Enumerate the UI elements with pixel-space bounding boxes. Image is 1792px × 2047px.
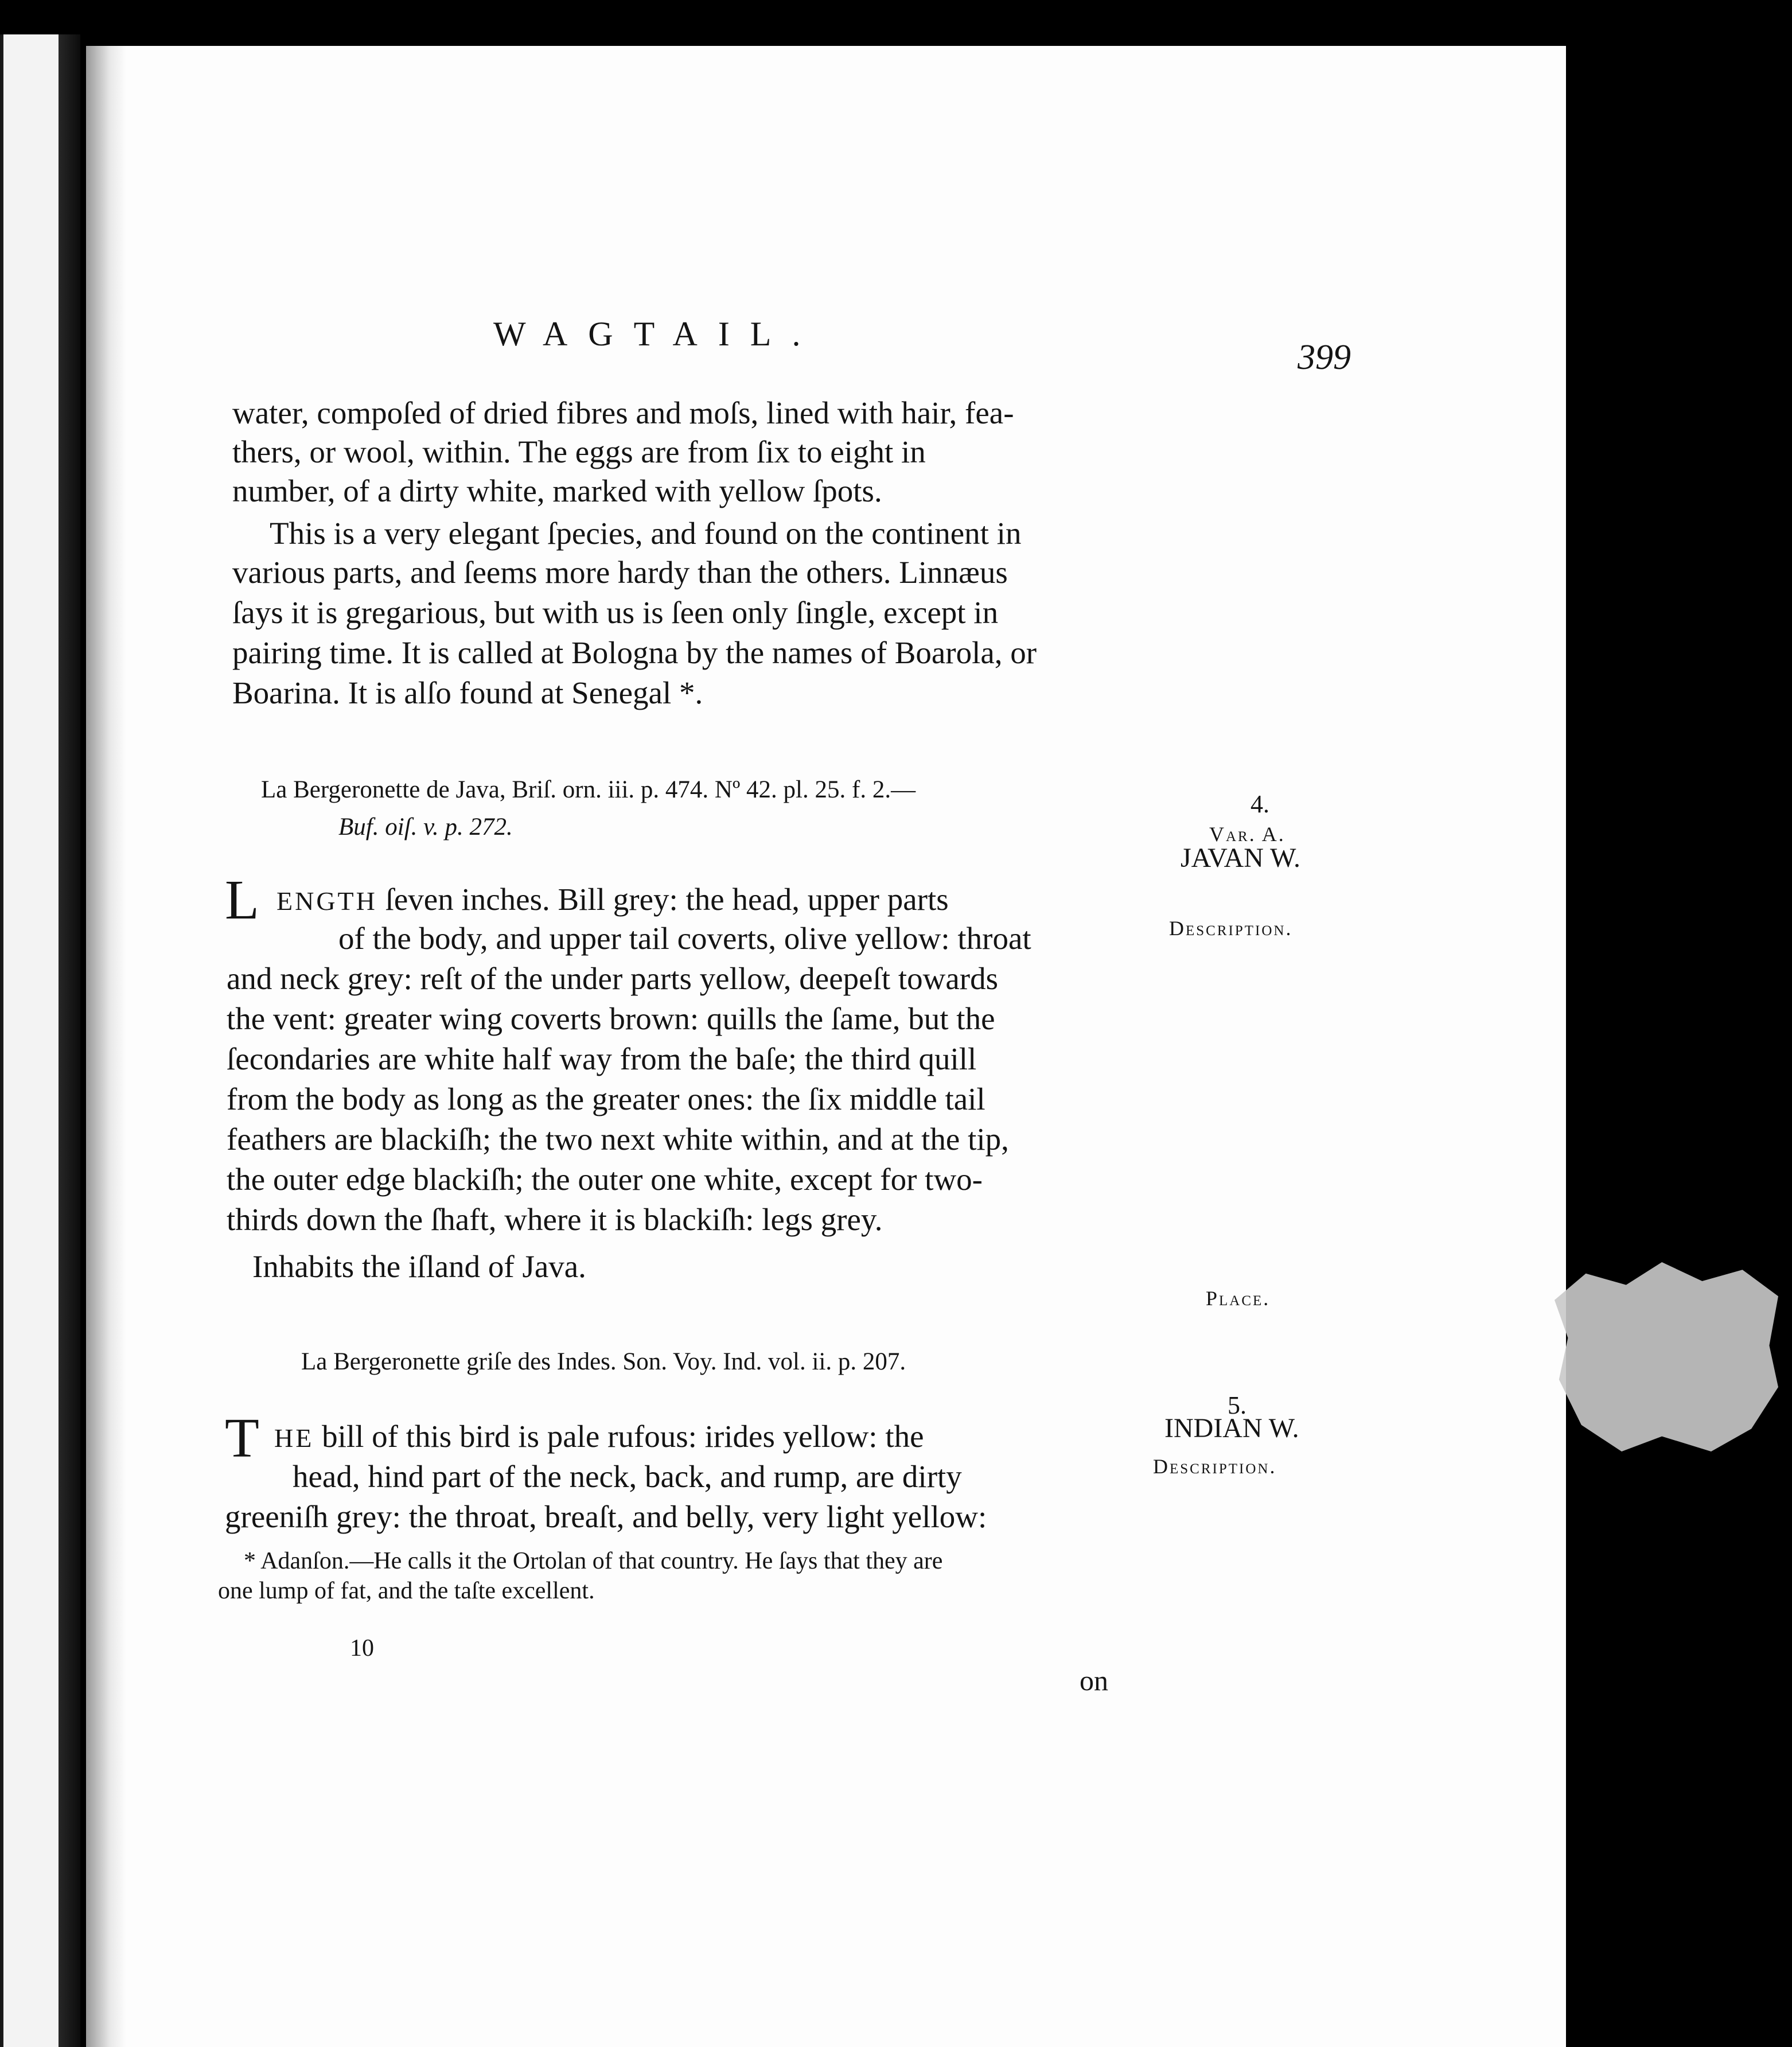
margin-description-label: Description. xyxy=(1153,1455,1277,1478)
text-line: ſays it is gregarious, but with us is ſeen only ſingle, except in xyxy=(232,595,999,630)
margin-description-label: Description. xyxy=(1169,917,1293,940)
torn-paper-fragment xyxy=(1555,1262,1778,1451)
reference-line: Buf. oiſ. v. p. 272. xyxy=(338,814,513,840)
text-line: greeniſh grey: the throat, breaſt, and belly, very light yellow: xyxy=(225,1499,987,1534)
margin-species-name: INDIAN W. xyxy=(1164,1413,1299,1443)
text-line: various parts, and ſeems more hardy than the others. Linnæus xyxy=(232,555,1008,590)
catchword: on xyxy=(1080,1664,1108,1696)
footnote-line: * Adanſon.—He calls it the Ortolan of that country. He ſays that they are xyxy=(244,1548,943,1574)
text-line: ſecondaries are white half way from the baſe; the third quill xyxy=(227,1041,977,1076)
first-word-caps: HE xyxy=(274,1423,314,1453)
margin-number: 5. xyxy=(1228,1391,1246,1419)
first-word-caps: ENGTH xyxy=(276,886,377,916)
text-line: feathers are blackiſh; the two next white within, and at the tip, xyxy=(227,1122,1009,1157)
text-line: and neck grey: reſt of the under parts yellow, deepeſt towards xyxy=(227,961,998,996)
first-line-text: ſeven inches. Bill grey: the head, upper parts xyxy=(385,882,949,917)
text-line: thirds down the ſhaft, where it is blackiſh: legs grey. xyxy=(227,1202,883,1237)
text-line: Inhabits the iſland of Java. xyxy=(252,1249,586,1284)
margin-species-name: JAVAN W. xyxy=(1181,843,1300,873)
page-gutter-shadow xyxy=(86,46,126,2047)
text-line: pairing time. It is called at Bologna by the names of Boarola, or xyxy=(232,635,1037,670)
drop-cap: T xyxy=(225,1407,259,1469)
text-line: This is a very elegant ſpecies, and found on the continent in xyxy=(270,516,1022,551)
facing-page-edge xyxy=(3,34,59,2047)
text-line: number, of a dirty white, marked with yellow ſpots. xyxy=(232,473,882,508)
text-line: Boarina. It is alſo found at Senegal *. xyxy=(232,675,703,710)
footnote-line: one lump of fat, and the taſte excellent. xyxy=(218,1578,595,1604)
text-line: the vent: greater wing coverts brown: quills the ſame, but the xyxy=(227,1001,995,1036)
signature-mark: 10 xyxy=(350,1635,374,1661)
text-line: thers, or wool, within. The eggs are from ſix to eight in xyxy=(232,434,926,469)
text-line: water, compoſed of dried fibres and moſs, lined with hair, fea- xyxy=(232,395,1014,430)
drop-cap: L xyxy=(225,869,259,931)
text-line: head, hind part of the neck, back, and rump, are dirty xyxy=(293,1459,962,1494)
text-line xyxy=(274,1421,924,1452)
text-line: from the body as long as the greater ones: the ſix middle tail xyxy=(227,1081,985,1116)
margin-variety: Var. A. xyxy=(1209,823,1285,846)
reference-line: La Bergeronette griſe des Indes. Son. Voy. Ind. vol. ii. p. 207. xyxy=(301,1348,906,1375)
first-line-text: bill of this bird is pale rufous: irides yellow: the xyxy=(322,1419,924,1454)
margin-number: 4. xyxy=(1250,790,1269,818)
text-line: of the body, and upper tail coverts, olive yellow: throat xyxy=(338,921,1031,956)
running-title: WAGTAIL. xyxy=(493,315,821,353)
margin-place-label: Place. xyxy=(1206,1287,1271,1310)
text-line: the outer edge blackiſh; the outer one white, except for two- xyxy=(227,1162,983,1197)
reference-line: La Bergeronette de Java, Briſ. orn. iii. p. 474. Nº 42. pl. 25. f. 2.— xyxy=(261,776,916,803)
page-number: 399 xyxy=(1298,338,1351,377)
text-line xyxy=(276,884,949,915)
